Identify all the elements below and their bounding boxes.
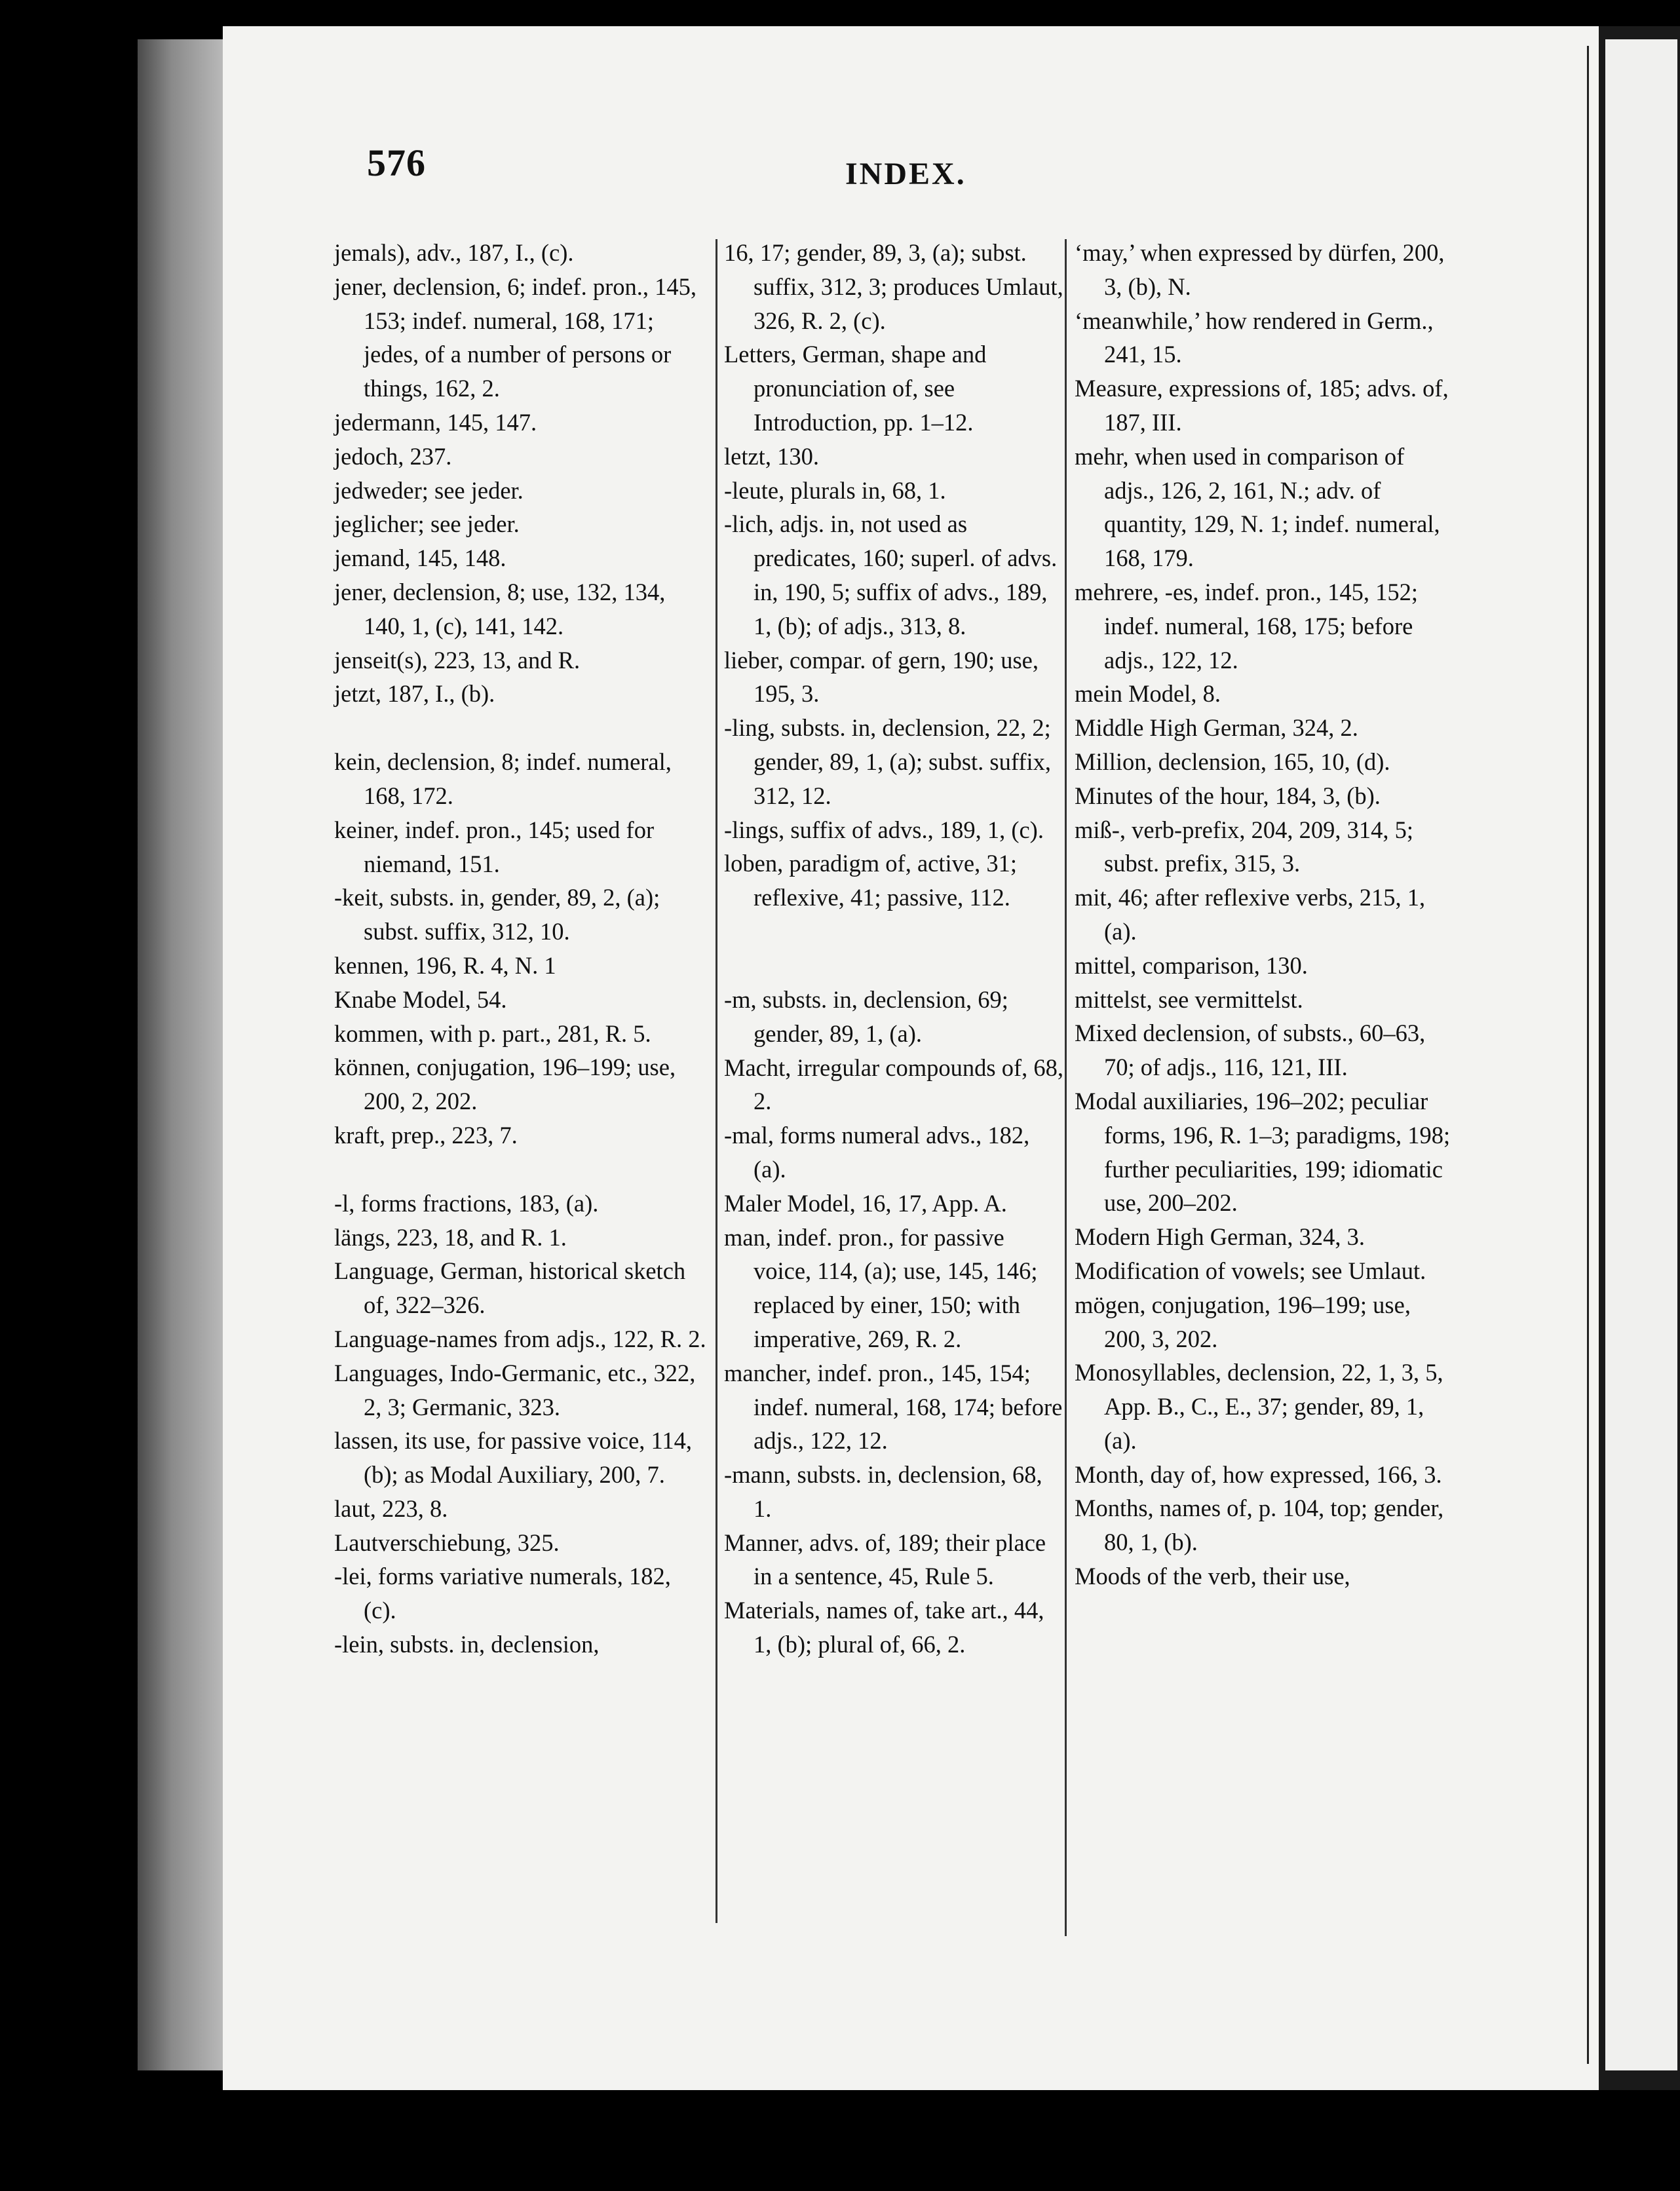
index-entry: Middle High German, 324, 2.	[1075, 714, 1358, 742]
index-entry: jemand, 145, 148.	[334, 544, 506, 572]
entry-gap	[724, 915, 1065, 983]
index-entry: -mal, forms numeral advs., 182, (a).	[724, 1122, 1030, 1183]
index-entry: Months, names of, p. 104, top; gender, 80, 1, (b).	[1075, 1495, 1444, 1556]
index-entry: Modern High German, 324, 3.	[1075, 1223, 1365, 1251]
index-entry: Million, declension, 165, 10, (d).	[1075, 748, 1390, 775]
entry-gap	[334, 711, 708, 745]
index-entry: kommen, with p. part., 281, R. 5.	[334, 1019, 651, 1047]
index-entry: letzt, 130.	[724, 442, 819, 470]
index-entry: Manner, advs. of, 189; their place in a sentence, 45, Rule 5.	[724, 1529, 1046, 1590]
index-entry: ‘meanwhile,’ how rendered in Germ., 241, 15.	[1075, 307, 1434, 368]
index-entry: jener, declension, 8; use, 132, 134, 140, 1, (c), 141, 142.	[334, 578, 666, 639]
index-entry: -lei, forms variative numerals, 182, (c).	[334, 1563, 671, 1624]
index-entry: Monosyllables, declension, 22, 1, 3, 5, App. B., C., E., 37; gender, 89, 1, (a).	[1075, 1359, 1443, 1454]
index-entry: mittelst, see vermittelst.	[1075, 985, 1303, 1013]
index-entry: jedweder; see jeder.	[334, 476, 524, 504]
index-entry: jemals), adv., 187, I., (c).	[334, 239, 574, 266]
index-entry: lassen, its use, for passive voice, 114, (b); as Modal Auxiliary, 200, 7.	[334, 1427, 693, 1489]
index-entry: längs, 223, 18, and R. 1.	[334, 1223, 567, 1251]
page-number: 576	[367, 142, 426, 184]
index-entry: Materials, names of, take art., 44, 1, (b); plural of, 66, 2.	[724, 1597, 1044, 1658]
index-entry: Language, German, historical sketch of, 322–326.	[334, 1257, 686, 1319]
index-entry: jetzt, 187, I., (b).	[334, 680, 495, 708]
index-entry: Knabe Model, 54.	[334, 985, 507, 1013]
index-entry: Modification of vowels; see Umlaut.	[1075, 1257, 1426, 1284]
index-entry: mögen, conjugation, 196–199; use, 200, 3, 202.	[1075, 1291, 1411, 1352]
index-entry: 16, 17; gender, 89, 3, (a); subst. suffix, 312, 3; produces Umlaut, 326, R. 2, (c).	[724, 239, 1063, 334]
index-entry: -ling, substs. in, declension, 22, 2; gender, 89, 1, (a); subst. suffix, 312, 12.	[724, 714, 1052, 809]
index-entry: man, indef. pron., for passive voice, 114, (a); use, 145, 146; replaced by einer, 150; with imperative, 269, R. 2.	[724, 1223, 1038, 1352]
index-entry: kein, declension, 8; indef. numeral, 168, 172.	[334, 748, 672, 809]
index-entry: loben, paradigm of, active, 31; reflexive, 41; passive, 112.	[724, 850, 1017, 911]
index-entry: mittel, comparison, 130.	[1075, 951, 1308, 979]
index-entry: jenseit(s), 223, 13, and R.	[334, 646, 581, 674]
index-column-3	[1075, 236, 1451, 1593]
index-entry: mehr, when used in comparison of adjs., 126, 2, 161, N.; adv. of quantity, 129, N. 1; indef. numeral, 168, 179.	[1075, 442, 1440, 572]
index-entry: -lich, adjs. in, not used as predicates, 160; superl. of advs. in, 190, 5; suffix of advs., 189, 1, (b); of adjs., 313, 8.	[724, 510, 1058, 639]
index-entry: mit, 46; after reflexive verbs, 215, 1, (a).	[1075, 884, 1426, 945]
index-entry: kennen, 196, R. 4, N. 1	[334, 951, 556, 979]
index-entry: Measure, expressions of, 185; advs. of, 187, III.	[1075, 375, 1449, 436]
index-entry: Macht, irregular compounds of, 68, 2.	[724, 1054, 1063, 1115]
index-entry: ‘may,’ when expressed by dürfen, 200, 3, (b), N.	[1075, 239, 1445, 300]
index-entry: -mann, substs. in, declension, 68, 1.	[724, 1461, 1042, 1522]
index-entry: -m, substs. in, declension, 69; gender, 89, 1, (a).	[724, 985, 1008, 1047]
index-entry: -keit, substs. in, gender, 89, 2, (a); subst. suffix, 312, 10.	[334, 884, 660, 945]
index-entry: Mixed declension, of substs., 60–63, 70; of adjs., 116, 121, III.	[1075, 1019, 1426, 1081]
index-entry: Language-names from adjs., 122, R. 2.	[334, 1325, 706, 1352]
index-column-1	[334, 236, 708, 1662]
index-entry: lieber, compar. of gern, 190; use, 195, 3.	[724, 646, 1039, 708]
index-entry: können, conjugation, 196–199; use, 200, 2, 202.	[334, 1054, 676, 1115]
index-entry: Lautverschiebung, 325.	[334, 1529, 560, 1556]
index-entry: Moods of the verb, their use,	[1075, 1563, 1350, 1590]
index-entry: mancher, indef. pron., 145, 154; indef. numeral, 168, 174; before adjs., 122, 12.	[724, 1359, 1063, 1455]
entry-gap	[334, 1153, 708, 1187]
index-entry: keiner, indef. pron., 145; used for niemand, 151.	[334, 816, 655, 877]
index-entry: Minutes of the hour, 184, 3, (b).	[1075, 782, 1381, 809]
column-rule	[716, 239, 717, 1923]
index-entry: -lings, suffix of advs., 189, 1, (c).	[724, 816, 1044, 843]
index-entry: laut, 223, 8.	[334, 1495, 448, 1522]
facing-page	[1605, 39, 1677, 2070]
index-entry: miß-, verb-prefix, 204, 209, 314, 5; subst. prefix, 315, 3.	[1075, 816, 1413, 877]
index-entry: Letters, German, shape and pronunciation of, see Introduction, pp. 1–12.	[724, 341, 987, 436]
column-rule	[1065, 239, 1067, 1936]
index-entry: jeglicher; see jeder.	[334, 510, 520, 538]
index-column-2	[724, 236, 1065, 1662]
index-entry: -l, forms fractions, 183, (a).	[334, 1189, 599, 1217]
index-entry: mein Model, 8.	[1075, 680, 1221, 708]
index-entry: jedermann, 145, 147.	[334, 408, 537, 436]
running-head: INDEX.	[845, 157, 966, 191]
index-entry: Modal auxiliaries, 196–202; peculiar forms, 196, R. 1–3; paradigms, 198; further peculiarities, 199; idiomatic use, 200–202.	[1075, 1087, 1451, 1217]
facing-page-rule	[1587, 46, 1589, 2064]
index-entry: mehrere, -es, indef. pron., 145, 152; indef. numeral, 168, 175; before adjs., 122, 12.	[1075, 578, 1419, 674]
index-entry: Month, day of, how expressed, 166, 3.	[1075, 1460, 1442, 1488]
index-entry: -lein, substs. in, declension,	[334, 1631, 600, 1658]
book-spine	[138, 39, 223, 2070]
index-entry: Maler Model, 16, 17, App. A.	[724, 1189, 1007, 1217]
index-entry: jener, declension, 6; indef. pron., 145, 153; indef. numeral, 168, 171; jedes, of a number of persons or things, 162, 2.	[334, 273, 697, 402]
index-entry: -leute, plurals in, 68, 1.	[724, 476, 946, 504]
index-entry: jedoch, 237.	[334, 442, 452, 470]
index-entry: kraft, prep., 223, 7.	[334, 1121, 518, 1149]
index-entry: Languages, Indo-Germanic, etc., 322, 2, 3; Germanic, 323.	[334, 1359, 696, 1420]
